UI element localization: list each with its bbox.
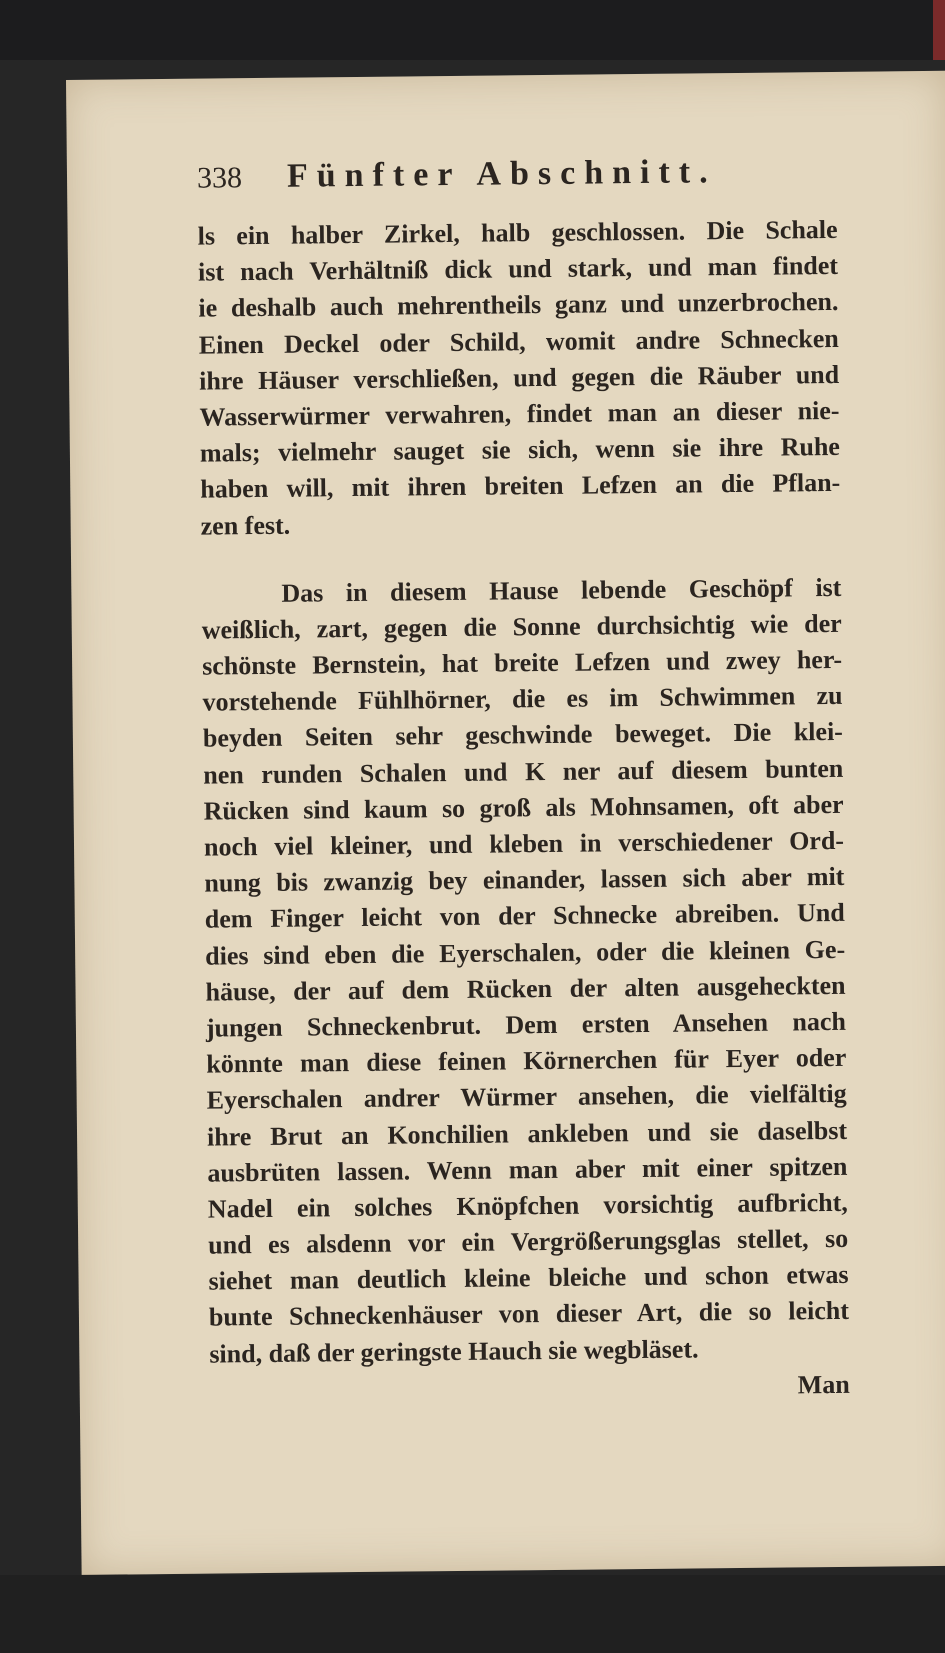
text-line: noch viel kleiner, und kleben in verschiedener Ord- (203, 825, 845, 862)
text-line: weißlich, zart, gegen die Sonne durchsichtig wie der (201, 608, 842, 645)
text-line: und es alsdenn vor ein Vergrößerungsglas stellet, so (208, 1223, 849, 1260)
page-text (197, 152, 850, 1406)
paragraph-2 (201, 570, 849, 1373)
page-number: 338 (196, 161, 243, 195)
text-line: ihre Häuser verschließen, und gegen die Räuber und (199, 359, 840, 396)
book-edge (933, 0, 945, 60)
text-line: ls ein halber Zirkel, halb geschlossen. Die Schale (197, 214, 838, 251)
text-line: Rücken sind kaum so groß als Mohnsamen, oft aber (203, 789, 844, 826)
text-line: nung bis zwanzig bey einander, lassen sich aber mit (204, 862, 845, 898)
text-line: ie deshalb auch mehrentheils ganz und unzerbrochen. (198, 287, 839, 324)
text-line: Einen Deckel oder Schild, womit andre Schnecken (198, 323, 839, 360)
text-line: zen fest. (200, 510, 291, 541)
text-line: sind, daß der geringste Hauch sie wegbläset. (209, 1334, 699, 1369)
text-line: nen runden Schalen und K ner auf diesem bunten (203, 753, 844, 790)
text-line: ihre Brut an Konchilien ankleben und sie daselbst (206, 1115, 848, 1152)
catchword: Man (797, 1369, 850, 1400)
text-line: Das in diesem Hause lebende Geschöpf ist (281, 572, 842, 608)
text-line: mals; vielmehr sauget sie sich, wenn sie ihre Ruhe (199, 432, 841, 468)
text-line: vorstehende Fühlhörner, die es im Schwimmen zu (202, 681, 843, 717)
text-line: ist nach Verhältniß dick und stark, und man findet (197, 251, 839, 287)
text-line: siehet man deutlich kleine bleiche und schon etwas (208, 1260, 849, 1296)
scan-background-bottom (0, 1575, 945, 1653)
text-line: haben will, mit ihren breiten Lefzen an die Pflan- (200, 468, 841, 504)
paragraph-1 (197, 212, 840, 544)
text-line: dem Finger leicht von der Schnecke abreiben. Und (204, 898, 845, 934)
text-line: Wasserwürmer verwahren, findet man an dieser nie- (199, 395, 840, 432)
text-line: Eyerschalen andrer Würmer ansehen, die vielfältig (206, 1079, 847, 1115)
text-line: ausbrüten lassen. Wenn man aber mit einer spitzen (207, 1151, 848, 1188)
text-line: Nadel ein solches Knöpfchen vorsichtig aufbricht, (207, 1187, 848, 1224)
text-line: könnte man diese feinen Körnerchen für Eyer oder (206, 1043, 847, 1079)
text-line: beyden Seiten sehr geschwinde beweget. Die klei- (202, 717, 844, 754)
book-page (66, 71, 945, 1575)
text-line: häuse, der auf dem Rücken der alten ausgeheckten (205, 970, 846, 1007)
running-header (197, 152, 837, 197)
text-line: dies sind eben die Eyerschalen, oder die kleinen Ge- (205, 934, 846, 971)
chapter-title: Fünfter Abschnitt. (286, 153, 717, 195)
text-line: jungen Schneckenbrut. Dem ersten Ansehen nach (205, 1006, 847, 1043)
text-line: bunte Schneckenhäuser von dieser Art, die so leicht (208, 1296, 850, 1333)
text-line: schönste Bernstein, hat breite Lefzen und zwey her- (201, 644, 843, 681)
scan-background-top (0, 0, 945, 60)
